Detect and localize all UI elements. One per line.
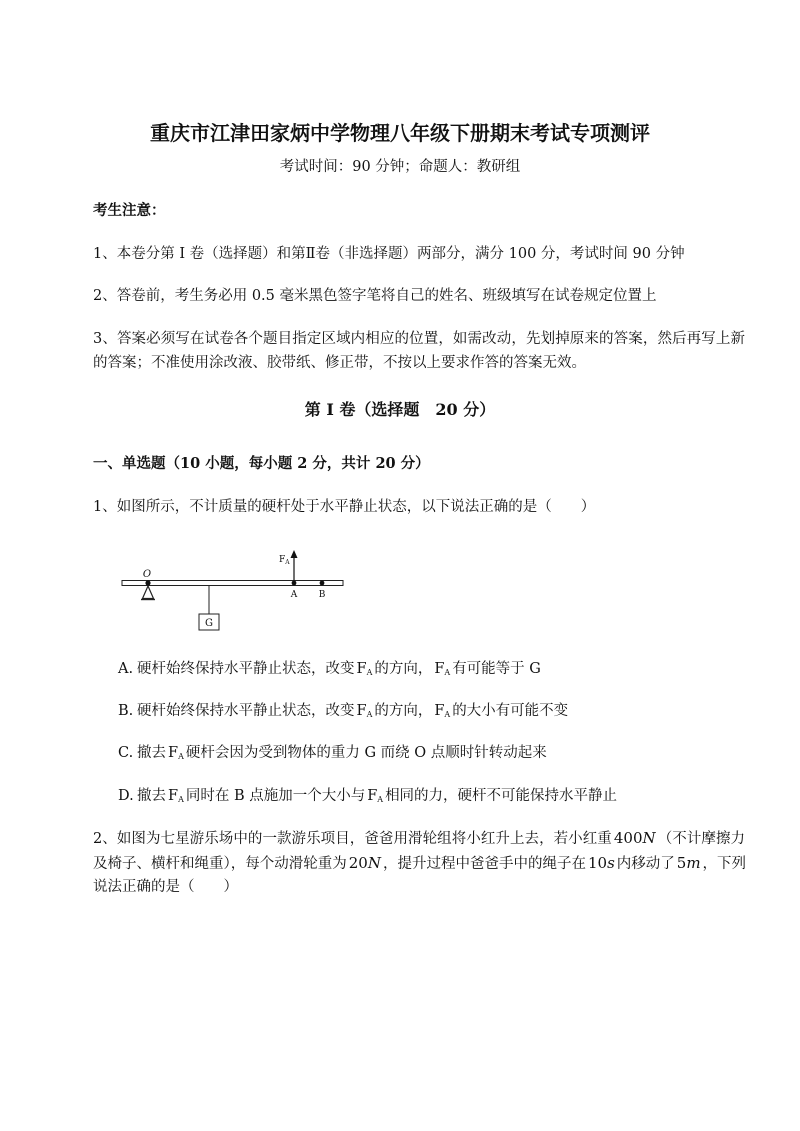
force-symbol-subscript: A xyxy=(366,668,373,677)
quantity-value: 5 xyxy=(676,853,687,872)
lever-figure xyxy=(110,540,360,640)
force-symbol: $F_A$ xyxy=(356,703,373,719)
notice-item-3 xyxy=(93,327,745,375)
force-symbol-subscript: A xyxy=(366,710,373,719)
page-title: 重庆市江津田家炳中学物理八年级下册期末考试专项测评 xyxy=(150,121,650,145)
physical-quantity xyxy=(588,854,615,872)
text-run: 硬杆始终保持水平静止状态，改变 xyxy=(137,703,355,719)
text-run: 说法正确的是（ ） xyxy=(93,879,238,895)
quantity-value: 20 xyxy=(348,853,368,872)
text-run: 2、如图为七星游乐场中的一款游乐项目，爸爸用滑轮组将小红升上去，若小红重 xyxy=(93,831,612,847)
text-run: （不计摩擦力 xyxy=(657,831,745,847)
text-run: 同时在 B 点施加一个大小与 xyxy=(185,788,366,804)
text-run: 及椅子、横杆和绳重），每个动滑轮重为 xyxy=(93,855,347,872)
force-symbol: $F_A$ xyxy=(168,788,184,804)
physical-quantity xyxy=(349,854,381,872)
point-a xyxy=(292,581,297,586)
force-symbol-subscript: A xyxy=(178,795,184,804)
point-b xyxy=(320,581,325,586)
force-label xyxy=(279,555,290,566)
section-title: 一、单选题（10 小题，每小题 2 分，共计 20 分） xyxy=(93,455,430,472)
question-1-stem: 1、如图所示，不计质量的硬杆处于水平静止状态，以下说法正确的是（ ） xyxy=(93,499,596,515)
quantity-unit: N xyxy=(367,853,381,872)
force-arrow-head xyxy=(291,550,298,558)
option-a xyxy=(118,657,745,681)
option-label: A. xyxy=(118,661,134,677)
point-b-label: B xyxy=(318,590,326,600)
notice-item-1: 1、本卷分第 I 卷（选择题）和第Ⅱ卷（非选择题）两部分，满分 100 分，考试时间 90 分钟 xyxy=(93,246,685,262)
notice-heading: 考生注意： xyxy=(93,202,166,219)
pivot-point xyxy=(145,580,150,585)
option-label: C. xyxy=(118,745,134,761)
lever-bar xyxy=(122,581,343,586)
option-d xyxy=(118,784,745,808)
exam-info: 考试时间：90 分钟；命题人：教研组 xyxy=(279,159,521,175)
pivot-triangle xyxy=(143,586,154,599)
quantity-unit: N xyxy=(642,829,656,847)
force-symbol: $F_A$ xyxy=(434,661,451,677)
force-symbol: $F_A$ xyxy=(434,703,451,719)
force-symbol: $F_A$ xyxy=(168,745,184,761)
option-label: D. xyxy=(118,788,134,804)
question-2-stem xyxy=(93,826,745,900)
point-a-label: A xyxy=(290,590,298,600)
text-run: 撤去 xyxy=(137,745,166,761)
text-run: 相同的力，硬杆不可能保持水平静止 xyxy=(385,788,618,804)
force-symbol-subscript: A xyxy=(444,710,451,719)
question-stem-line xyxy=(93,826,745,851)
weight-label: G xyxy=(205,618,213,629)
force-symbol-subscript: A xyxy=(444,668,451,677)
text-run: 撤去 xyxy=(137,788,166,804)
option-b xyxy=(118,699,745,723)
notice-item-line: 3、答案必须写在试卷各个题目指定区域内相应的位置，如需改动，先划掉原来的答案，然后再写上新 xyxy=(93,331,745,347)
force-symbol: $F_A$ xyxy=(356,661,373,677)
notice-item-line: 的答案；不准使用涂改液、胶带纸、修正带，不按以上要求作答的答案无效。 xyxy=(93,355,586,371)
option-c xyxy=(118,741,745,765)
notice-item-2: 2、答卷前，考生务必用 0.5 毫米黑色签字笔将自己的姓名、班级填写在试卷规定位置上 xyxy=(93,288,657,304)
text-run: 有可能等于 G xyxy=(452,661,541,677)
text-run: 硬杆始终保持水平静止状态，改变 xyxy=(137,661,355,677)
quantity-value: 10 xyxy=(587,853,608,872)
quantity-value: 400 xyxy=(613,829,643,847)
physical-quantity xyxy=(677,854,701,872)
option-text xyxy=(137,703,568,719)
question-stem-line xyxy=(93,875,745,900)
option-text xyxy=(137,745,547,761)
force-symbol: $F_A$ xyxy=(367,788,384,804)
option-text xyxy=(137,788,617,804)
force-label-subscript: A xyxy=(285,559,290,566)
physical-quantity xyxy=(614,829,656,847)
force-symbol-subscript: A xyxy=(178,752,184,761)
text-run: 硬杆会因为受到物体的重力 G 而绕 O 点顺时针转动起来 xyxy=(185,745,547,761)
pivot-label: O xyxy=(142,569,152,580)
quantity-unit: m xyxy=(686,853,701,872)
text-run: 内移动了 xyxy=(616,855,675,872)
force-label-symbol: F xyxy=(279,555,286,565)
text-run: 的方向， xyxy=(374,703,433,719)
text-run: 的大小有可能不变 xyxy=(452,703,569,719)
text-run: 的方向， xyxy=(374,661,433,677)
force-symbol-subscript: A xyxy=(377,795,384,804)
question-stem-line xyxy=(93,851,745,876)
option-text xyxy=(137,661,541,677)
option-label: B. xyxy=(118,703,134,719)
text-run: ，提升过程中爸爸手中的绳子在 xyxy=(382,855,586,872)
part-title: 第 I 卷（选择题 20 分） xyxy=(304,400,496,419)
quantity-unit: s xyxy=(607,853,615,872)
text-run: ，下列 xyxy=(702,855,747,872)
